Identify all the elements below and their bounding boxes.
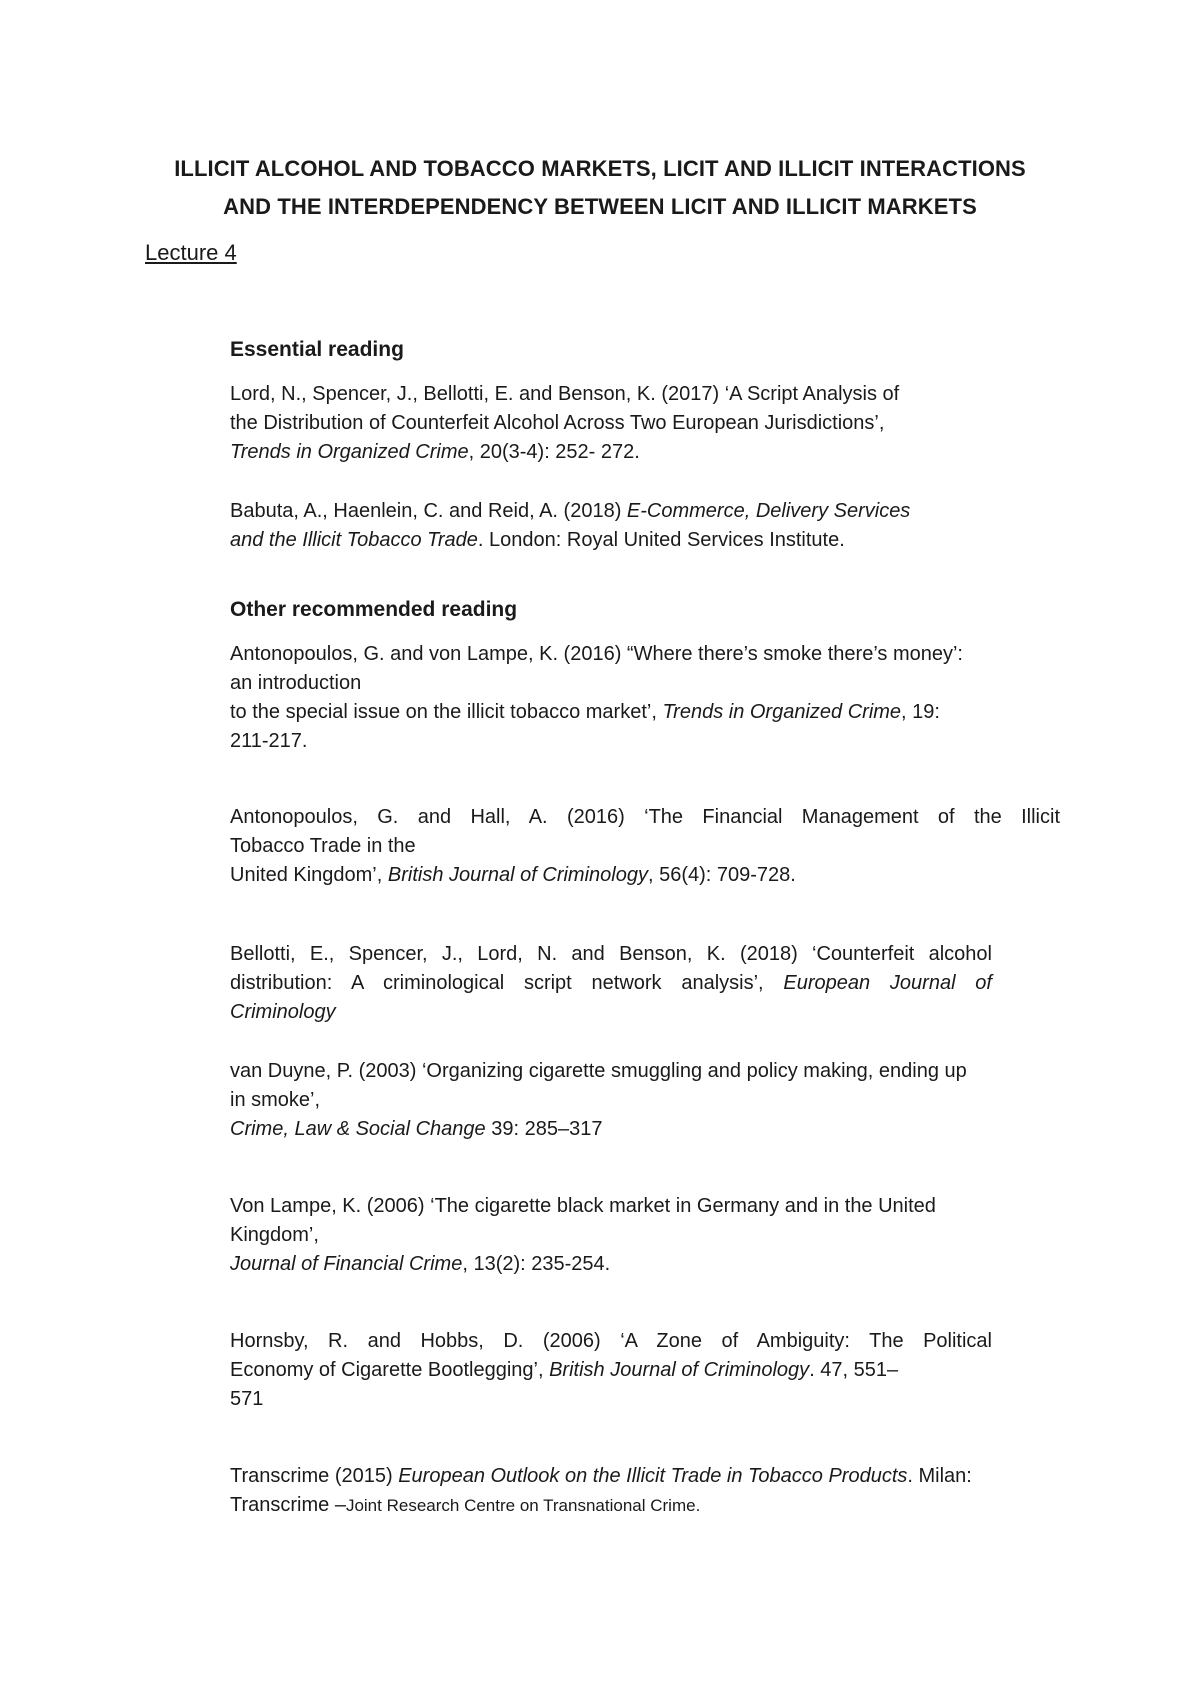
journal-title: Crime, Law & Social Change (230, 1118, 486, 1140)
reference-line: Hornsby, R. and Hobbs, D. (2006) ‘A Zone of Ambiguity: The Political (230, 1330, 992, 1352)
document-title (120, 150, 1080, 226)
reference-line (230, 438, 992, 467)
report-title: European Outlook on the Illicit Trade in Tobacco Products (398, 1465, 908, 1487)
reference-line: 571 (230, 1388, 264, 1410)
citation-details: 39: 285–317 (485, 1118, 603, 1140)
article-title: Economy of Cigarette Bootlegging’, (230, 1359, 550, 1381)
authors: Babuta, A., Haenlein, C. and Reid, A. (2018) (230, 500, 627, 522)
reference-lord-2017 (230, 380, 992, 467)
reference-line: Antonopoulos, G. and von Lampe, K. (2016) “Where there’s smoke there’s money’: (230, 643, 963, 665)
journal-title: Journal of Financial Crime (230, 1253, 463, 1275)
journal-title: British Journal of Criminology (387, 864, 648, 886)
article-title: distribution: A criminological script network analysis’, (230, 972, 784, 994)
reference-line (230, 998, 992, 1027)
article-title: United Kingdom’, (230, 864, 388, 886)
reference-line: Tobacco Trade in the (230, 835, 416, 857)
citation-details: , 56(4): 709-728. (647, 864, 796, 886)
reference-van-duyne-2003 (230, 1057, 1060, 1144)
reference-line: the Distribution of Counterfeit Alcohol Across Two European Jurisdictions’, (230, 412, 885, 434)
publisher: Transcrime – (230, 1494, 346, 1516)
other-reading-heading: Other recommended reading (230, 598, 518, 621)
reference-antonopoulos-lampe-2016 (230, 640, 963, 756)
journal-title: European Journal of (783, 972, 992, 994)
journal-title: Criminology (230, 1001, 336, 1023)
book-title: and the Illicit Tobacco Trade (230, 529, 478, 551)
reference-line: Antonopoulos, G. and Hall, A. (2016) ‘The Financial Management of the Illicit (230, 806, 1060, 828)
reference-line: an introduction (230, 672, 362, 694)
reference-line (230, 1462, 972, 1491)
reference-line: in smoke’, (230, 1089, 321, 1111)
reference-babuta-2018 (230, 497, 910, 555)
reference-line: Bellotti, E., Spencer, J., Lord, N. and Benson, K. (2018) ‘Counterfeit alcohol (230, 943, 992, 965)
reference-hornsby-2006 (230, 1327, 992, 1414)
title-line-1: ILLICIT ALCOHOL AND TOBACCO MARKETS, LICIT AND ILLICIT INTERACTIONS (174, 156, 1026, 181)
reference-line (230, 497, 910, 526)
reference-line: 211-217. (230, 730, 308, 752)
title-line-2: AND THE INTERDEPENDENCY BETWEEN LICIT AND ILLICIT MARKETS (223, 194, 977, 219)
reference-line (230, 861, 1060, 890)
reference-line (230, 969, 992, 998)
reference-line (230, 526, 910, 555)
reference-line: Von Lampe, K. (2006) ‘The cigarette black market in Germany and in the United (230, 1195, 936, 1217)
publisher-detail: Joint Research Centre on Transnational Crime. (345, 1496, 701, 1515)
citation-details: , 20(3-4): 252- 272. (468, 441, 640, 463)
journal-title: British Journal of Criminology (549, 1359, 810, 1381)
article-title: to the special issue on the illicit tobacco market’, (230, 701, 663, 723)
book-title: E-Commerce, Delivery Services (626, 500, 911, 522)
reference-line (230, 1491, 972, 1520)
reference-line: Kingdom’, (230, 1224, 319, 1246)
reference-von-lampe-2006 (230, 1192, 936, 1279)
journal-title: Trends in Organized Crime (230, 441, 469, 463)
reference-line (230, 1356, 992, 1385)
publisher-location: . Milan: (907, 1465, 972, 1487)
citation-details: , 19: (901, 701, 940, 723)
reference-bellotti-2018 (230, 940, 992, 1027)
publisher: . London: Royal United Services Institute. (477, 529, 845, 551)
citation-details: . 47, 551– (809, 1359, 899, 1381)
reference-line (230, 698, 963, 727)
author: Transcrime (2015) (230, 1465, 399, 1487)
reference-antonopoulos-hall-2016 (230, 803, 1060, 890)
reference-line (230, 1115, 1060, 1144)
reference-line: Lord, N., Spencer, J., Bellotti, E. and Benson, K. (2017) ‘A Script Analysis of (230, 383, 900, 405)
essential-reading-heading: Essential reading (230, 338, 404, 361)
lecture-label: Lecture 4 (145, 240, 237, 265)
reference-transcrime-2015 (230, 1462, 972, 1520)
journal-title: Trends in Organized Crime (662, 701, 902, 723)
reference-line (230, 1250, 936, 1279)
reference-line: van Duyne, P. (2003) ‘Organizing cigarette smuggling and policy making, ending up (230, 1060, 967, 1082)
citation-details: , 13(2): 235-254. (462, 1253, 611, 1275)
